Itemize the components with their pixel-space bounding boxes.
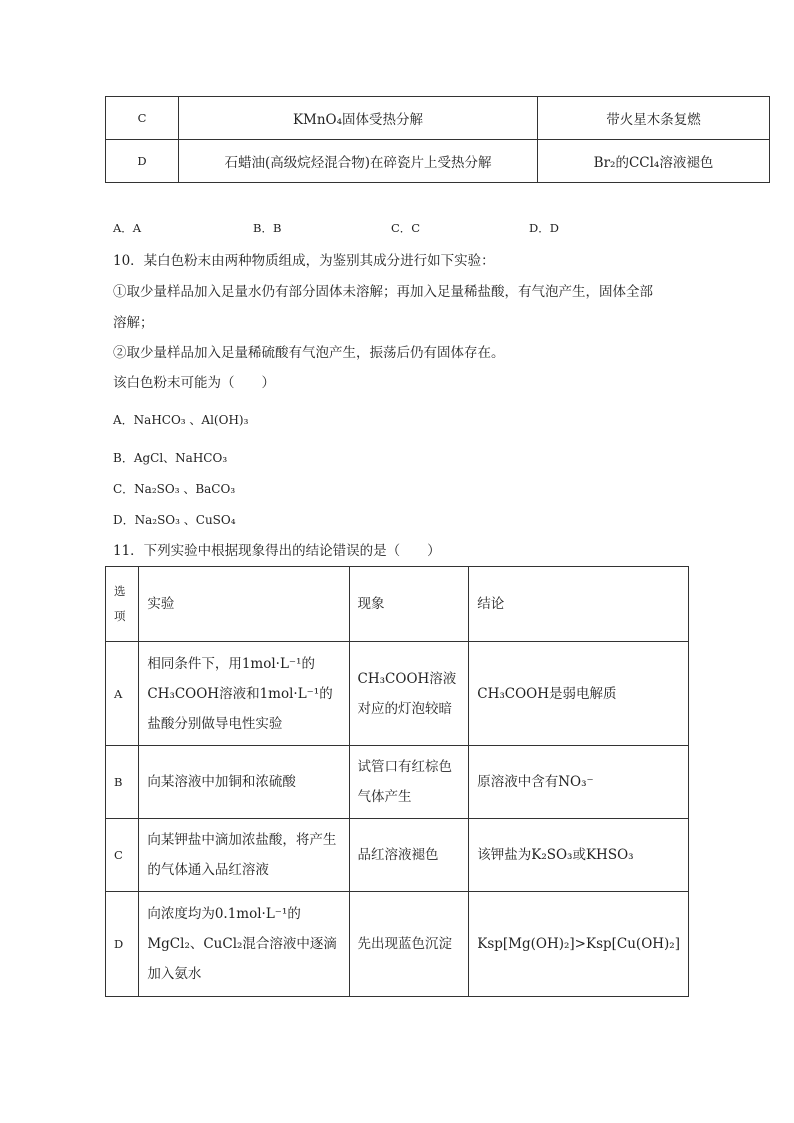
- option-cell: C: [106, 97, 179, 140]
- q11-table: [105, 566, 689, 997]
- choice-c[interactable]: C．C: [391, 221, 421, 235]
- phenomenon-cell: CH₃COOH溶液对应的灯泡较暗: [349, 642, 469, 746]
- header-phenomenon: 现象: [349, 567, 469, 642]
- q10-step1-line1: ①取少量样品加入足量水仍有部分固体未溶解；再加入足量稀盐酸，有气泡产生，固体全部: [113, 284, 653, 300]
- choice-b[interactable]: B．B: [253, 221, 282, 235]
- q10-option-c[interactable]: C．Na₂SO₃ 、BaCO₃: [113, 482, 236, 496]
- option-cell: A: [106, 642, 139, 746]
- q10-option-d[interactable]: D．Na₂SO₃ 、CuSO₄: [113, 513, 236, 527]
- choice-a[interactable]: A．A: [113, 221, 142, 235]
- q10-ask: 该白色粉末可能为（ ）: [113, 375, 275, 391]
- conclusion-cell: CH₃COOH是弱电解质: [469, 642, 689, 746]
- conclusion-cell: 该钾盐为K₂SO₃或KHSO₃: [469, 819, 689, 892]
- result-cell: Br₂的CCl₄溶液褪色: [538, 140, 770, 183]
- experiment-cell: 向某溶液中加铜和浓硫酸: [139, 746, 349, 819]
- table-row: [106, 892, 689, 997]
- phenomenon-cell: 品红溶液褪色: [349, 819, 469, 892]
- result-cell: 带火星木条复燃: [538, 97, 770, 140]
- experiment-cell: 向某钾盐中滴加浓盐酸，将产生的气体通入品红溶液: [139, 819, 349, 892]
- option-cell: B: [106, 746, 139, 819]
- q9-options-table: [105, 96, 770, 183]
- option-cell: D: [106, 892, 139, 997]
- q10-step2: ②取少量样品加入足量稀硫酸有气泡产生，振荡后仍有固体存在。: [113, 345, 505, 361]
- header-experiment: 实验: [139, 567, 349, 642]
- q10-step1-line2: 溶解；: [113, 315, 154, 331]
- table-row: [106, 819, 689, 892]
- option-cell: D: [106, 140, 179, 183]
- table-header-row: [106, 567, 689, 642]
- conclusion-cell: 原溶液中含有NO₃⁻: [469, 746, 689, 819]
- experiment-cell: 向浓度均为0.1mol·L⁻¹的MgCl₂、CuCl₂混合溶液中逐滴加入氨水: [139, 892, 349, 997]
- table-row: [106, 97, 770, 140]
- experiment-cell: KMnO₄固体受热分解: [179, 97, 538, 140]
- q10-option-b[interactable]: B．AgCl、NaHCO₃: [113, 451, 228, 465]
- phenomenon-cell: 先出现蓝色沉淀: [349, 892, 469, 997]
- header-option: 选项: [106, 567, 139, 642]
- experiment-cell: 相同条件下，用1mol·L⁻¹的CH₃COOH溶液和1mol·L⁻¹的盐酸分别做导电性实验: [139, 642, 349, 746]
- q10-option-a[interactable]: A．NaHCO₃ 、Al(OH)₃: [113, 413, 249, 427]
- table-row: [106, 642, 689, 746]
- choice-d[interactable]: D．D: [529, 221, 559, 235]
- option-cell: C: [106, 819, 139, 892]
- header-conclusion: 结论: [469, 567, 689, 642]
- q10-stem: 10．某白色粉末由两种物质组成，为鉴别其成分进行如下实验：: [113, 253, 495, 269]
- q11-stem: 11．下列实验中根据现象得出的结论错误的是（ ）: [113, 543, 441, 559]
- q9-answer-choices: [113, 218, 559, 238]
- table-row: [106, 140, 770, 183]
- experiment-cell: 石蜡油(高级烷烃混合物)在碎瓷片上受热分解: [179, 140, 538, 183]
- phenomenon-cell: 试管口有红棕色气体产生: [349, 746, 469, 819]
- conclusion-cell: Ksp[Mg(OH)₂]>Ksp[Cu(OH)₂]: [469, 892, 689, 997]
- table-row: [106, 746, 689, 819]
